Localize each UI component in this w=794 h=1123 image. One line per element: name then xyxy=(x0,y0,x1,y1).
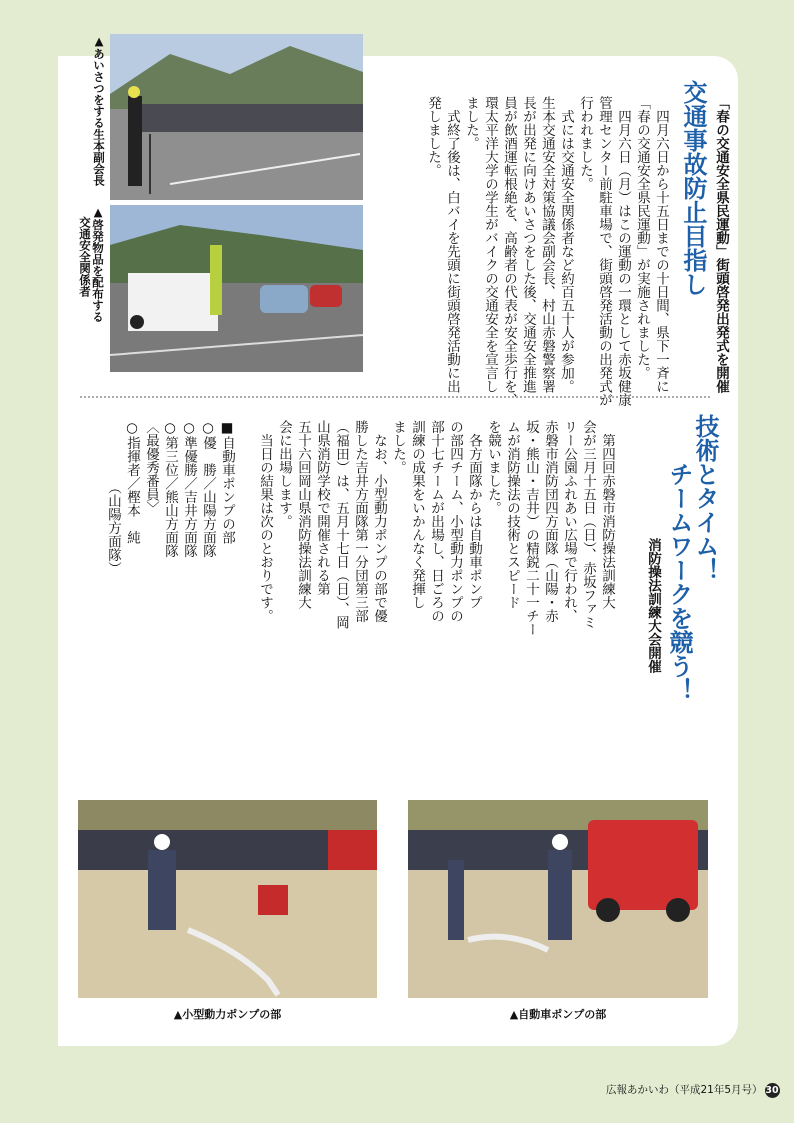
article2-body: 第四回赤磐市消防操法訓練大 会が三月十五日（日）、赤坂ファミ リー公園ふれあい広場で行われ、 赤磐市消防団四方面隊（山陽・赤 坂・熊山・吉井）の精鋭二十一チー ムが消防操法の技術とスピード を競いました。 各方面隊からは自動車ポンプ の部四チーム、小型動力ポンプの 部十七チームが出場し、日ごろの 訓練の成果をいかんなく発揮し ました。 なお、小型動力ポンプの部で優 勝した吉井方面隊第一分団第三部 （福田）は、五月十七日（日）、岡 山県消防学校で開催される第 五十六回岡山県消防操法訓練大 会に出場します。 当日の結果は次のとおりです。 ■自動車ポンプの部 ○優 勝／山陽方面隊 ○準優勝／吉井方面隊 ○第三位／熊山方面隊 〈最優秀番員〉 ○指揮者／樫本 純 （山陽方面隊） xyxy=(105,420,615,636)
photo-caption-fire-truck: ▲自動車ポンプの部 xyxy=(509,1008,607,1021)
greeting-photo xyxy=(110,34,363,200)
article1-body: 四月六日から十五日までの十日間、県下一斉に 「春の交通安全県民運動」が実施されました。 四月六日（月）はこの運動の一環として赤坂健康 管理センター前駐車場で、街頭啓発活動の出発式が 行われました。 式には交通安全関係者など約百五十人が参加。 生本交通安全対策協議会副会長、村山赤磐警察署 長が出発に向けあいさつをした後、交通安全推進 員が飲酒運転根絶を、高齢者の代表が安全歩行を、 環太平洋大学の学生がバイクの交通安全を宣言し ました。 式終了後は、白バイを先頭に街頭啓発活動に出 発しました。 xyxy=(425,96,669,407)
small-pump-photo xyxy=(78,800,377,998)
fire-truck-photo xyxy=(408,800,708,998)
page-number: 30 xyxy=(765,1084,779,1096)
article1-title: 交通事故防止目指し xyxy=(679,80,707,296)
photo-caption-leaflet: ▲啓発物品を配布する 交通安全関係者 xyxy=(78,205,105,323)
footer-text: 広報あかいわ（平成21年5月号） xyxy=(606,1084,763,1096)
leaflet-photo xyxy=(110,205,363,372)
section-divider xyxy=(80,396,710,398)
article1-subtitle: 「春の交通安全県民運動」街頭啓発出発式を開催 xyxy=(713,96,729,393)
photo-caption-greeting: ▲あいさつをする生本副会長 xyxy=(92,34,106,186)
page-footer xyxy=(606,1082,780,1098)
article2-title: 技術とタイム！ チームワークを競う！ xyxy=(665,414,719,702)
article2-subtitle: 消防操法訓練大会開催 xyxy=(645,538,661,673)
photo-caption-small-pump: ▲小型動力ポンプの部 xyxy=(173,1008,282,1021)
